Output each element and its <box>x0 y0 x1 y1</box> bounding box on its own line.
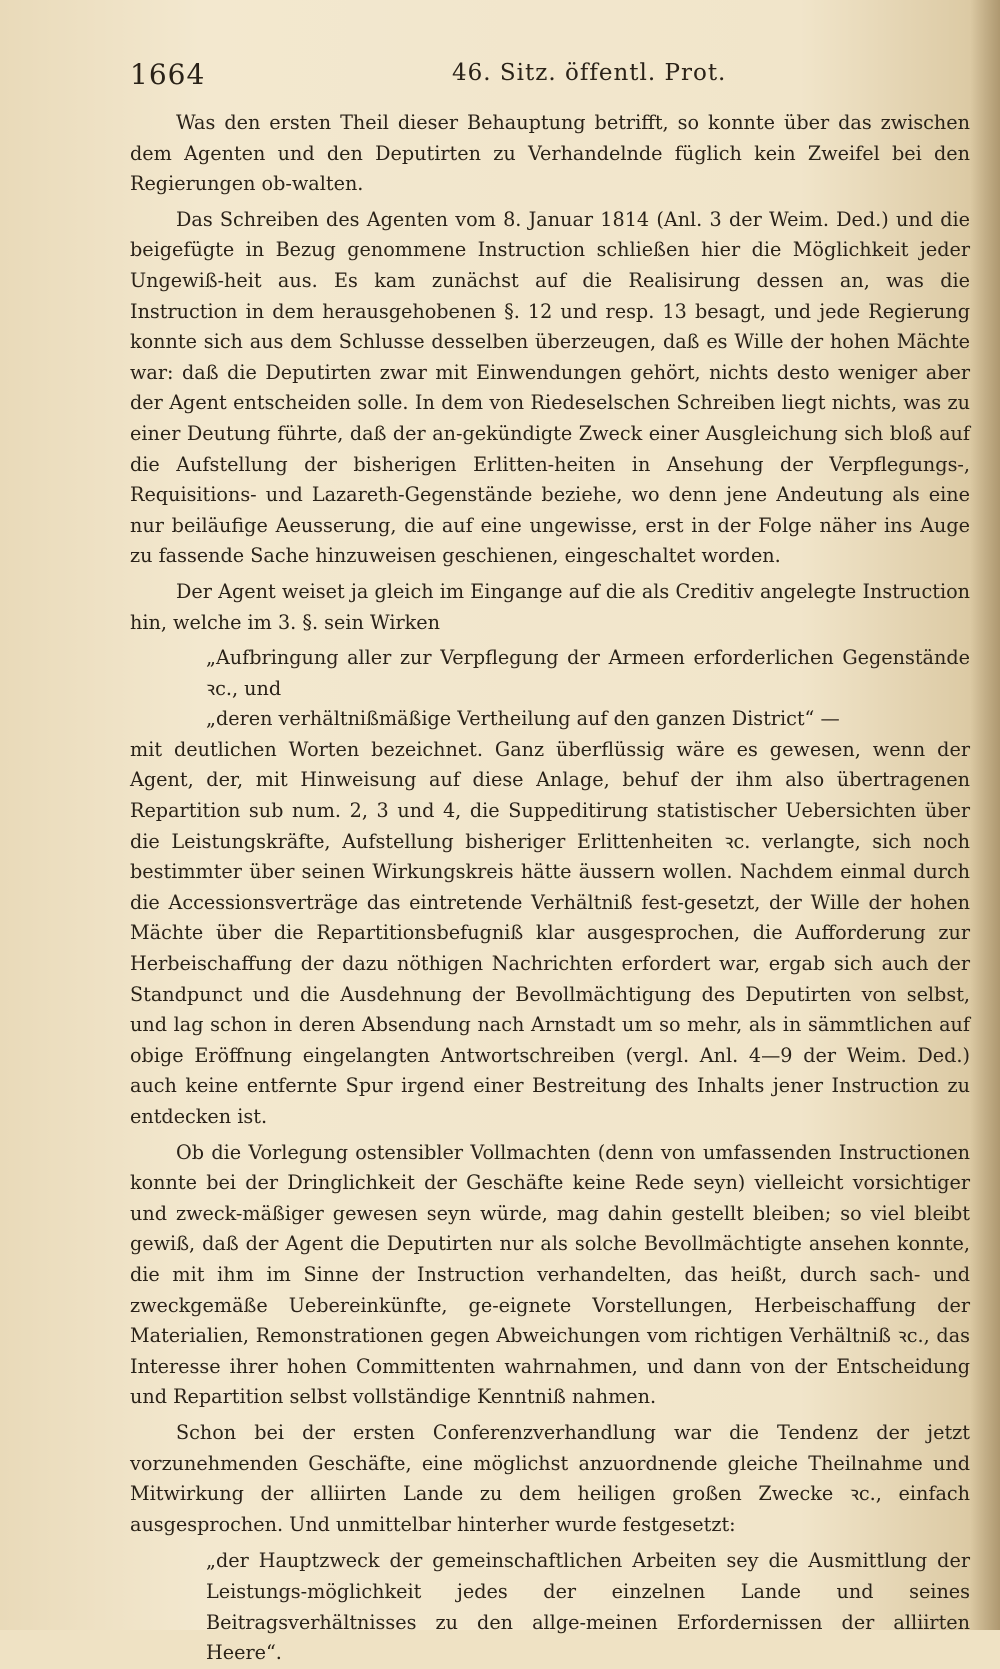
paragraph-3-continuation: mit deutlichen Worten bezeichnet. Ganz überflüssig wäre es gewesen, wenn der Agent, der, mit Hinweisung auf diese Anlage, behuf der ihm also übertragenen Repartition sub num. 2, 3 und 4, die Suppeditirung statistischer Uebersichten über die Leistungskräfte, Aufstellung bisheriger Erlittenheiten ꝛc. verlangte, sich noch bestimmter über seinen Wirkungskreis hätte äussern wollen. Nachdem einmal durch die Accessionsverträge das eintretende Verhältniß fest-gesetzt, der Wille der hohen Mächte über die Repartitionsbefugniß klar ausgesprochen, die Aufforderung zur Herbeischaffung der dazu nöthigen Nachrichten erfordert war, ergab sich auch der Standpunct und die Ausdehnung der Bevollmächtigung des Deputirten von selbst, und lag schon in deren Absendung nach Arnstadt um so mehr, als in sämmtlichen auf obige Eröffnung eingelangten Antwortschreiben (vergl. Anl. 4—9 der Weim. Ded.) auch keine entfernte Spur irgend einer Bestreitung des Inhalts jener Instruction zu entdecken ist. <box>130 737 970 1128</box>
paragraph-5: Schon bei der ersten Conferenzverhandlung war die Tendenz der jetzt vorzunehmenden Geschäfte, eine möglichst anzuordnende gleiche Theilnahme und Mitwirkung der alliirten Lande zu dem heiligen großen Zwecke ꝛc., einfach ausgesprochen. Und unmittelbar hinterher wurde festgesetzt: <box>130 1420 970 1536</box>
block-quote-3: „der Hauptzweck der gemeinschaftlichen Arbeiten sey die Ausmittlung der Leistungs-möglichkeit jedes der einzelnen Lande und seines Beitragsverhältnisses zu den allge-meinen Erfordernissen der alliirten Heere“. <box>206 1549 970 1665</box>
page-number: 1664 <box>130 58 206 91</box>
page-edge-shadow <box>970 0 1000 1630</box>
body-text <box>130 108 970 1669</box>
block-quote-2: „deren verhältnißmäßige Vertheilung auf den ganzen District“ — <box>206 707 840 731</box>
page-header <box>130 58 960 98</box>
paragraph-4: Ob die Vorlegung ostensibler Vollmachten (denn von umfassenden Instructionen konnte bei der Dringlichkeit der Geschäfte keine Rede seyn) vielleicht vorsichtiger und zweck-mäßiger gewesen seyn würde, mag dahin gestellt bleiben; so viel bleibt gewiß, daß der Agent die Deputirten nur als solche Bevollmächtigte ansehen konnte, die mit ihm im Sinne der Instruction verhandelten, das heißt, durch sach- und zweckgemäße Uebereinkünfte, ge-eignete Vorstellungen, Herbeischaffung der Materialien, Remonstrationen gegen Abweichungen vom richtigen Verhältniß ꝛc., das Interesse ihrer hohen Committenten wahrnahmen, und dann von der Entscheidung und Repartition selbst vollständige Kenntniß nahmen. <box>130 1140 970 1409</box>
block-quote-1: „Aufbringung aller zur Verpflegung der Armeen erforderlichen Gegenstände ꝛc., und <box>206 646 970 700</box>
paragraph-3: Der Agent weiset ja gleich im Eingange auf die als Creditiv angelegte Instruction hin, welche im 3. §. sein Wirken <box>130 579 970 634</box>
paragraph-1: Was den ersten Theil dieser Behauptung betrifft, so konnte über das zwischen dem Agenten und den Deputirten zu Verhandelnde füglich kein Zweifel bei den Regierungen ob-walten. <box>130 111 970 196</box>
running-head: 46. Sitz. öffentl. Prot. <box>452 60 727 86</box>
paragraph-2: Das Schreiben des Agenten vom 8. Januar 1814 (Anl. 3 der Weim. Ded.) und die beigefügte in Bezug genommene Instruction schließen hier die Möglichkeit jeder Ungewiß-heit aus. Es kam zunächst auf die Realisirung dessen an, was die Instruction in dem herausgehobenen §. 12 und resp. 13 besagt, und jede Regierung konnte sich aus dem Schlusse desselben überzeugen, daß es Wille der hohen Mächte war: daß die Deputirten zwar mit Einwendungen gehört, nichts desto weniger aber der Agent entscheiden solle. In dem von Riedeselschen Schreiben liegt nichts, was zu einer Deutung führte, daß der an-gekündigte Zweck einer Ausgleichung sich bloß auf die Aufstellung der bisherigen Erlitten-heiten in Ansehung der Verpflegungs-, Requisitions- und Lazareth-Gegenstände beziehe, wo denn jene Andeutung als eine nur beiläufige Aeusserung, die auf eine ungewisse, erst in der Folge näher ins Auge zu fassende Sache hinzuweisen geschienen, eingeschaltet worden. <box>130 207 970 568</box>
